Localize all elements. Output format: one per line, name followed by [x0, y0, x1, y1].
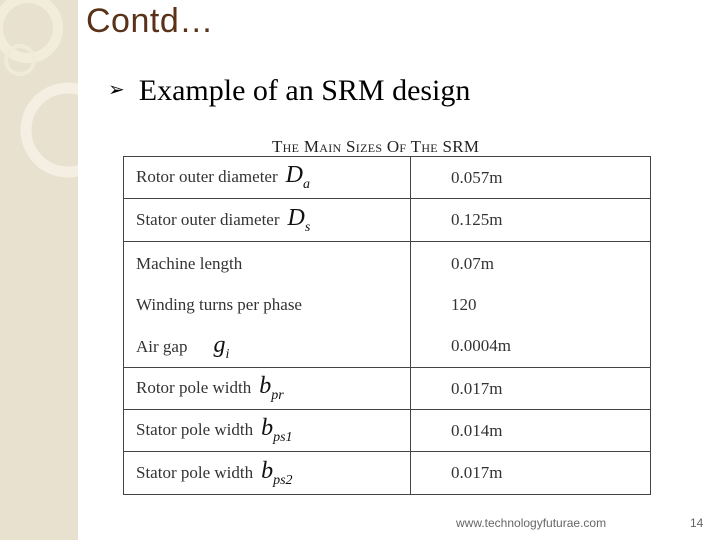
table-row: [124, 368, 651, 410]
row-label: [124, 410, 411, 452]
row-value: 0.017m: [411, 368, 651, 410]
row-label-group: [124, 242, 411, 368]
label-text: Stator pole width: [136, 462, 254, 482]
row-value: 0.057m: [411, 157, 651, 199]
symbol: $D_a$: [285, 162, 310, 192]
row-value: 0.125m: [411, 199, 651, 242]
label-text: Rotor outer diameter: [136, 167, 278, 187]
slide-title: Contd…: [86, 2, 214, 40]
table-row: [124, 157, 651, 199]
bullet-point: [108, 74, 470, 108]
table-row: [124, 199, 651, 242]
row-label: [124, 452, 411, 495]
row-value: 0.017m: [411, 452, 651, 495]
srm-sizes-table: [123, 156, 651, 495]
row-label: [124, 199, 411, 242]
row-value: 0.014m: [411, 410, 651, 452]
row-label: [124, 368, 411, 410]
label-text: Machine length: [136, 254, 243, 273]
row-value-group: [411, 242, 651, 368]
table-row: [124, 410, 651, 452]
row-value: 0.07m: [451, 254, 494, 273]
footer-url: www.technologyfuturae.com: [456, 516, 607, 530]
symbol: $D_s$: [287, 204, 311, 235]
symbol: $g_i$: [213, 332, 230, 362]
label-cell: [136, 325, 410, 366]
decorative-circles: [0, 0, 78, 540]
arrow-bullet-icon: ➢: [108, 77, 125, 101]
label-text: Rotor pole width: [136, 378, 252, 398]
row-value: 0.0004m: [451, 336, 511, 355]
label-text: Stator outer diameter: [136, 209, 280, 229]
page-number: 14: [690, 516, 704, 530]
decorative-sidebar: [0, 0, 78, 540]
table-title: The Main Sizes Of The SRM: [272, 137, 480, 156]
symbol: $b_{ps1}$: [261, 415, 293, 445]
symbol: $b_{ps2}$: [261, 457, 293, 488]
label-text: Stator pole width: [136, 420, 254, 440]
table-row: [124, 452, 651, 495]
label-text: Air gap: [136, 337, 188, 356]
label-text: Winding turns per phase: [136, 295, 302, 314]
bullet-text: Example of an SRM design: [138, 74, 471, 107]
symbol: $b_{pr}$: [259, 373, 284, 403]
table-row: [124, 242, 651, 368]
row-value: 120: [451, 295, 477, 314]
row-label: [124, 157, 411, 199]
